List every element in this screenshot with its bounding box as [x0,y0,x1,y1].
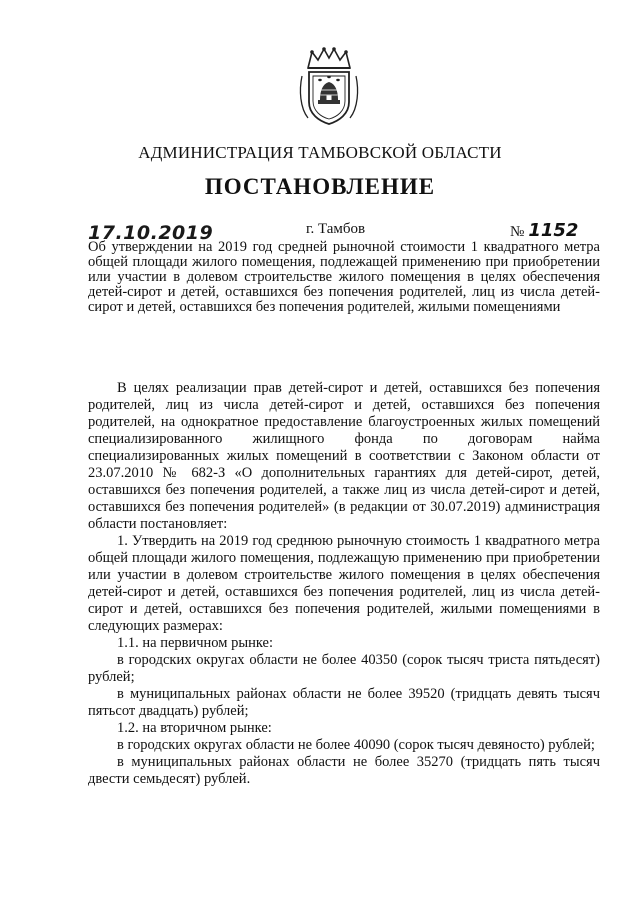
item-1-1-municipal: в муниципальных районах области не более 39520 (тридцать девять тысяч пятьсот двадцать) рублей; [88,686,600,719]
item-1-2-heading: 1.2. на вторичном рынке: [117,720,272,736]
document-subject: Об утверждении на 2019 год средней рыночной стоимости 1 квадратного метра общей площади жилого помещения, подлежащей применению при приобретении или участии в долевом строительстве жилого помещения в целях обеспечения детей-сирот и детей, оставшихся без попечения родителей, лиц из числа детей-сирот и детей, оставшихся без попечения родителей, жилыми помещениями [88,239,600,315]
item-1-1-urban: в городских округах области не более 40350 (сорок тысяч триста пятьдесят) рублей; [88,652,600,685]
item-1-2-municipal: в муниципальных районах области не более 35270 (тридцать пять тысяч двести семьдесят) рублей. [88,754,600,787]
coat-of-arms-icon [298,46,360,126]
number-prefix: № [510,224,525,240]
agency-name: АДМИНИСТРАЦИЯ ТАМБОВСКОЙ ОБЛАСТИ [138,143,502,162]
document-number: 1152 [528,220,579,241]
item-1-1-heading: 1.1. на первичном рынке: [117,635,273,651]
document-date: 17.10.2019 [88,222,214,244]
item-1-paragraph: 1. Утвердить на 2019 год среднюю рыночную стоимость 1 квадратного метра общей площади жилого помещения, подлежащую применению при приобретении или участии в долевом строительстве жилого помещения в целях обеспечения детей-сирот и детей, оставшихся без попечения родителей, лиц из числа детей-сирот и детей, оставшихся без попечения родителей, жилыми помещениями в следующих размерах: [88,533,600,634]
preamble-paragraph: В целях реализации прав детей-сирот и детей, оставшихся без попечения родителей, лиц из числа детей-сирот и детей, оставшихся без попечения родителей, на однократное предоставление благоустроенных жилых помещений специализированного жилищного фонда по договорам найма специализированных жилых помещений в соответствии с Законом области от 23.07.2010 № 682-З «О дополнительных гарантиях для детей-сирот, детей, оставшихся без попечения родителей, а также лиц из числа детей-сирот и детей, оставшихся без попечения родителей» (в редакции от 30.07.2019) администрация области постановляет: [88,380,600,532]
document-body [88,380,600,788]
document-city: г. Тамбов [306,221,366,237]
item-1-2-urban: в городских округах области не более 40090 (сорок тысяч девяносто) рублей; [117,737,595,753]
document-number-block [510,220,578,241]
document-type-title: ПОСТАНОВЛЕНИЕ [204,174,436,199]
